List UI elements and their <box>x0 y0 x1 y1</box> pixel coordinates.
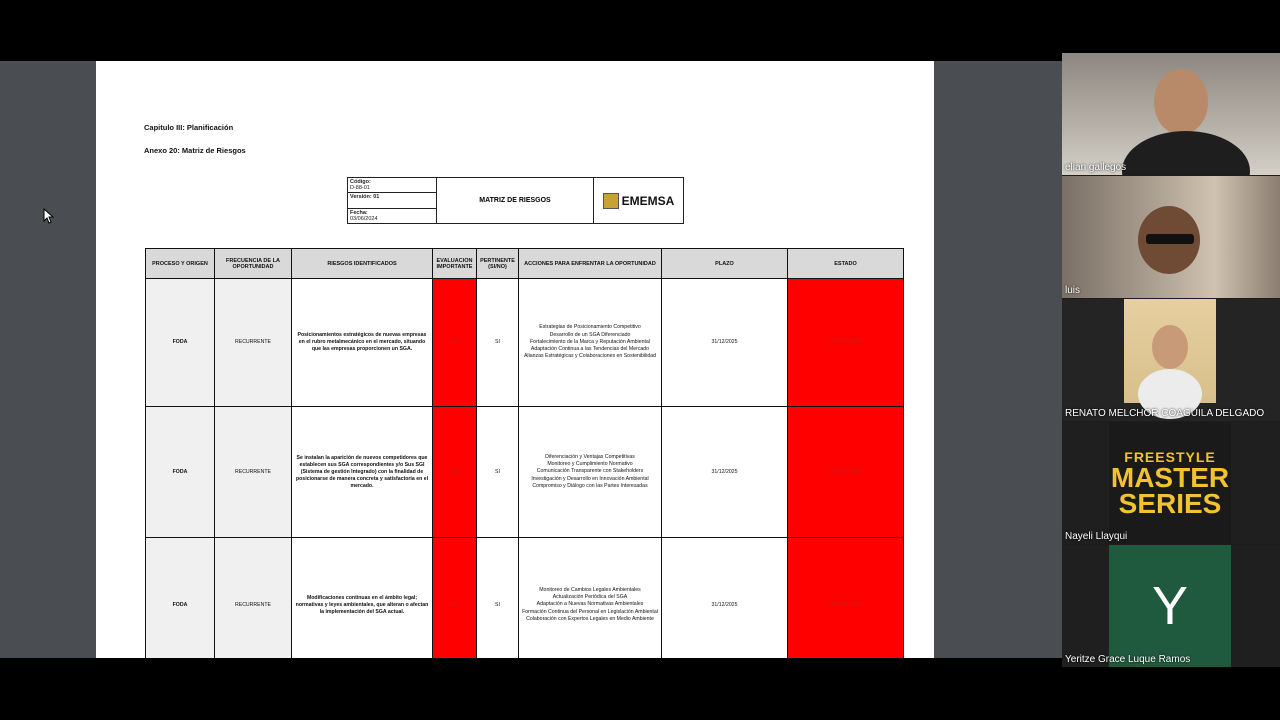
proceso-cell: FODA <box>146 407 215 538</box>
risk-matrix-table <box>145 248 904 658</box>
document-header <box>347 177 684 224</box>
participant-name: Nayeli Llayqui <box>1065 531 1128 542</box>
table-row <box>146 538 904 659</box>
document-title: MATRIZ DE RIESGOS <box>437 178 594 223</box>
frecuencia-cell: RECURRENTE <box>215 538 292 659</box>
frecuencia-cell: RECURRENTE <box>215 279 292 407</box>
participant-tile[interactable] <box>1062 422 1280 544</box>
column-header: RIESGOS IDENTIFICADOS <box>292 249 433 279</box>
column-header: PERTINENTE (SI/NO) <box>477 249 519 279</box>
plazo-cell: 31/12/2025 <box>662 538 788 659</box>
proceso-cell: FODA <box>146 279 215 407</box>
participant-video <box>1154 69 1208 135</box>
participant-name: luis <box>1065 285 1081 296</box>
acciones-cell: Monitoreo de Cambios Legales Ambientales Actualización Periódica del SGA Adaptación a Nuevas Normativas Ambientales Formación Continua del Personal en Legislación Ambiental Colaboración con Expertos Legales en Medio Ambiente <box>519 538 662 659</box>
freestyle-master-series-image: FREESTYLE MASTER SERIES <box>1109 422 1231 544</box>
chapter-title: Capitulo III: Planificación <box>144 123 234 132</box>
document-meta <box>348 178 437 223</box>
column-header: EVALUACION IMPORTANTE <box>433 249 477 279</box>
column-header: FRECUENCIA DE LA OPORTUNIDAD <box>215 249 292 279</box>
document-page <box>96 61 934 658</box>
estado-cell: NO INICIADO <box>788 279 904 407</box>
riesgo-cell: Posicionamientos estratégicos de nuevas empresas en el rubro metalmecánico en el mercado, situando que las empresas proporcionen un SGA. <box>292 279 433 407</box>
participant-body <box>1122 131 1250 175</box>
pertinente-cell: SI <box>477 279 519 407</box>
acciones-cell: Diferenciación y Ventajas Competitivas Monitoreo y Cumplimiento Normativo Comunicación Transparente con Stakeholders Investigación y Desarrollo en Innovación Ambiental Compromiso y Diálogo con las Partes Interesadas <box>519 407 662 538</box>
company-logo: EMEMSA <box>594 178 683 223</box>
frecuencia-cell: RECURRENTE <box>215 407 292 538</box>
evaluacion-cell: SIG <box>433 407 477 538</box>
company-logo-icon <box>603 193 619 209</box>
table-row <box>146 407 904 538</box>
annex-title: Anexo 20: Matriz de Riesgos <box>144 146 246 155</box>
glasses-icon <box>1146 234 1194 244</box>
table-row <box>146 279 904 407</box>
acciones-cell: Estrategias de Posicionamiento Competitivo Desarrollo de un SGA Diferenciado Fortalecimiento de la Marca y Reputación Ambiental Adaptación Continua a las Tendencias del Mercado Alianzas Estratégicas y Colaboraciones en Sostenibilidad <box>519 279 662 407</box>
version-cell: Versión: 01 <box>348 193 436 208</box>
column-header: PROCESO Y ORIGEN <box>146 249 215 279</box>
participant-name: elian gallegos <box>1065 162 1127 173</box>
table-header-row <box>146 249 904 279</box>
evaluacion-cell: SIG <box>433 538 477 659</box>
participant-name: RENATO MELCHOR COAGUILA DELGADO <box>1065 408 1265 419</box>
column-header: PLAZO <box>662 249 788 279</box>
participant-tile[interactable] <box>1062 299 1280 421</box>
date-cell: Fecha: 03/06/2024 <box>350 209 378 222</box>
participant-tile[interactable] <box>1062 545 1280 667</box>
evaluacion-cell: SIG <box>433 279 477 407</box>
screen-share-area <box>0 61 1062 658</box>
code-cell: Código: D-88-01 <box>348 178 436 193</box>
estado-cell: NO INICIADO <box>788 538 904 659</box>
riesgo-cell: Modificaciones continuas en el ámbito legal; normativas y leyes ambientales, que alteran o afectan la implementación del SGA actual. <box>292 538 433 659</box>
plazo-cell: 31/12/2025 <box>662 279 788 407</box>
participants-panel <box>1062 53 1280 667</box>
participant-name: Yeritze Grace Luque Ramos <box>1065 654 1191 665</box>
riesgo-cell: Se instalan la aparición de nuevos competidores que establecen sus SGA correspondientes y/o Sus SGI (Sistema de gestión Integrado) con la finalidad de posicionarse de manera concreta y satisfactoria en el mercado. <box>292 407 433 538</box>
column-header: ESTADO <box>788 249 904 279</box>
pertinente-cell: SI <box>477 538 519 659</box>
participant-tile[interactable] <box>1062 53 1280 175</box>
avatar: Y <box>1109 545 1231 667</box>
pertinente-cell: SI <box>477 407 519 538</box>
estado-cell: NO INICIADO <box>788 407 904 538</box>
plazo-cell: 31/12/2025 <box>662 407 788 538</box>
mouse-pointer-icon <box>43 208 55 224</box>
column-header: ACCIONES PARA ENFRENTAR LA OPORTUNIDAD <box>519 249 662 279</box>
participant-video <box>1124 299 1216 403</box>
participant-tile[interactable] <box>1062 176 1280 298</box>
proceso-cell: FODA <box>146 538 215 659</box>
